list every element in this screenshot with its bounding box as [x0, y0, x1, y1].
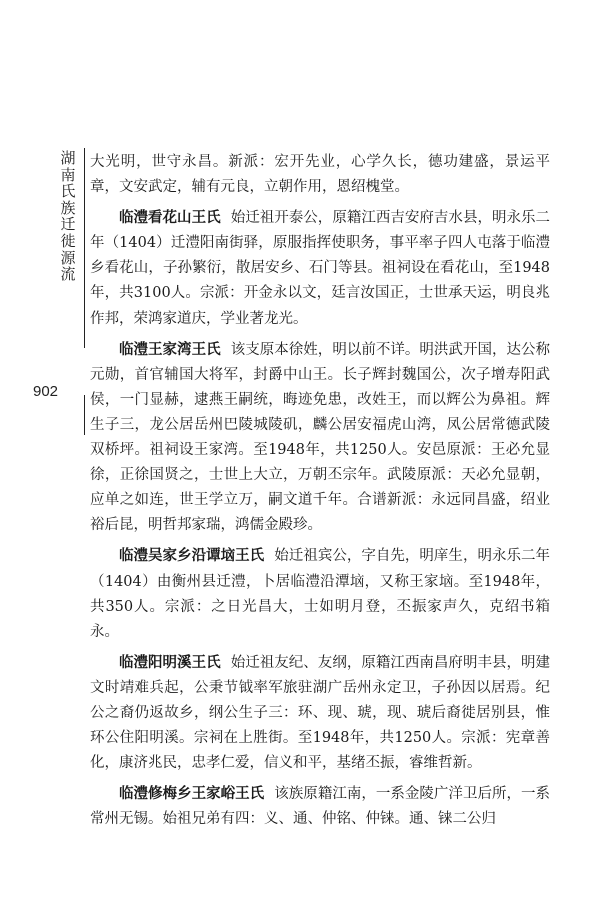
- entry-yantannao: [90, 543, 550, 644]
- opening-paragraph: 大光明，世守永昌。新派：宏开先业，心学久长，德功建盛，景运平章，文安武定，辅有元良，立朝作用，恩绍槐堂。: [90, 154, 550, 196]
- entry-name: 临澧王家湾王氏: [119, 340, 221, 358]
- entry-name: 临澧吴家乡沿谭垴王氏: [119, 547, 265, 565]
- entry-name: 临澧看花山王氏: [119, 209, 221, 227]
- entry-wangjiawan: [90, 337, 550, 539]
- side-title: 湖南氏族迁徙源流: [60, 149, 76, 284]
- entry-text: 始迁祖友纪、友纲，原籍江西南昌府明丰县，明建文时靖难兵起，公秉节钺率军旅驻湖广岳州永定卫，子孙因以居焉。纪公之裔仍返故乡，纲公生子三：环、现、琥，现、琥后裔徙居别县，惟环公住阳明溪。宗祠在上胜街。至1948年，共1250人。宗派：宪章善化，康济兆民，忠孝仁爱，信义和平，基绪丕振，睿维哲新。: [90, 654, 551, 772]
- entry-text: 始迁祖宾公，字自先，明庠生，明永乐二年（1404）由衡州县迁澧，卜居临澧沿潭垴，又称王家垴。至1948年，共350人。宗派：之日光昌大，士如明月登，丕振家声久，克绍书箱永。: [90, 548, 551, 640]
- entry-kanhuashan: [90, 205, 550, 331]
- entry-yangmingxi: [90, 650, 550, 776]
- entry-text: 该支原本徐姓，明以前不详。明洪武开国，达公称元勋，首官辅国大将军，封爵中山王。长子辉封魏国公，次子增寿阳武侯，一门显赫，逮燕王嗣统，晦迹免患，改姓王，而以辉公为鼻祖。辉生子三，龙公居岳州巴陵城陵矶，麟公居安福虎山湾，凤公居常德武陵双桥坪。祖祠设王家湾。至1948年，共1250人。安邑原派：王必允显徐，正徐国贤之，士世上大立，万朝丕宗年。武陵原派：天必允显朝，应单之如连，世王学立万，嗣文道千年。合谱新派：永远同昌盛，绍业裕后昆，明哲邦家瑞，鸿儒金殿珍。: [90, 341, 551, 534]
- margin-rule-lower: [84, 395, 85, 435]
- entry-text: 始迁祖开泰公，原籍江西吉安府吉水县，明永乐二年（1404）迁澧阳南街驿，原服指挥使职务，事平率子四人屯落于临澧乡看花山，子孙繁衍，散居安乡、石门等县。祖祠设在看花山，至1948年，共3100人。宗派：开金永以文，廷言汝国正，士世承天运，明良兆作邦，荣鸿家道庆，学业著龙光。: [90, 210, 551, 327]
- entry-wangjiayu: [90, 781, 550, 832]
- entry-text: 该族原籍江南，一系金陵广洋卫后所，一系常州无锡。始祖兄弟有四：义、通、仲铭、仲铼。通、铼二公归: [90, 786, 551, 828]
- body-text: [90, 150, 550, 837]
- page-number: 902: [33, 383, 59, 400]
- margin-rule-upper: [84, 148, 85, 348]
- entry-name: 临澧修梅乡王家峪王氏: [119, 785, 265, 803]
- entry-name: 临澧阳明溪王氏: [119, 653, 221, 671]
